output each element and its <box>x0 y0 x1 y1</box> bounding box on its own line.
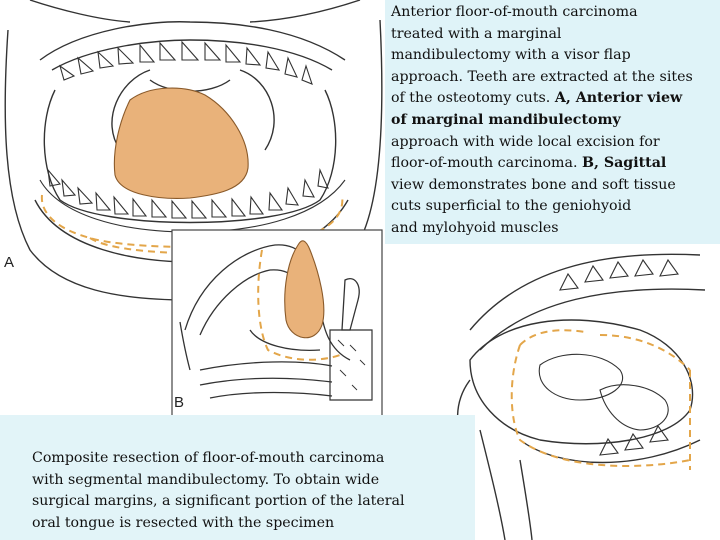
caption-text: floor-of-mouth carcinoma. <box>391 155 578 172</box>
caption-line <box>391 110 712 132</box>
caption-line: view demonstrates bone and soft tissue <box>391 176 676 193</box>
caption-bold-b: B, Sagittal <box>581 155 667 172</box>
caption-line: surgical margins, a significant portion of the lateral <box>32 493 405 510</box>
caption-line: mandibulectomy with a visor flap <box>391 47 631 64</box>
caption-bold-a: A, Anterior view <box>554 90 683 107</box>
caption-bold-a-cont: of marginal mandibulectomy <box>391 111 621 128</box>
caption-text: of the osteotomy cuts. <box>391 90 551 107</box>
caption-line: treated with a marginal <box>391 25 562 42</box>
caption-line: approach. Teeth are extracted at the sites <box>391 68 693 85</box>
caption-line: oral tongue is resected with the specimen <box>32 514 335 531</box>
caption-line <box>391 88 712 110</box>
figure-label-b: B <box>174 394 185 411</box>
caption-composite-resection <box>0 415 475 540</box>
caption-marginal-mandibulectomy <box>385 0 720 244</box>
resection-cut-line-composite <box>512 330 690 470</box>
tumor-anterior <box>114 88 248 198</box>
sagittal-inset-frame <box>172 230 382 416</box>
caption-line: cuts superficial to the geniohyoid <box>391 198 632 215</box>
caption-line: Composite resection of floor-of-mouth carcinoma <box>32 450 385 466</box>
caption-line: approach with wide local excision for <box>391 133 660 150</box>
figure-label-a: A <box>4 254 15 271</box>
caption-line: with segmental mandibulectomy. To obtain wide <box>32 471 380 488</box>
caption-line: Anterior floor-of-mouth carcinoma <box>391 4 638 20</box>
caption-line: and mylohyoid muscles <box>391 219 559 236</box>
composite-resection-illustration <box>458 254 705 540</box>
caption-line <box>391 153 712 175</box>
